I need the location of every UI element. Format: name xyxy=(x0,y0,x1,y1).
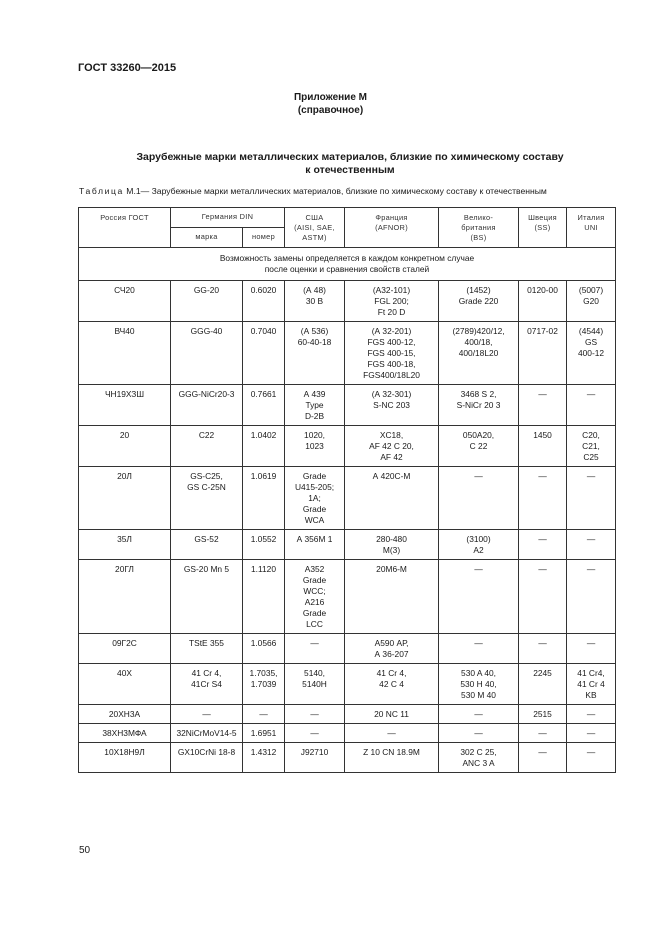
cell-line: А 36-207 xyxy=(374,649,409,659)
cell-line: — xyxy=(474,564,483,574)
caption-text: — Зарубежные марки металлических материалов, близкие по химическому составу к отечественным xyxy=(140,186,547,196)
cell-line: GS xyxy=(584,337,598,347)
cell-line: — xyxy=(474,728,483,738)
cell-italy xyxy=(567,426,616,467)
cell-usa xyxy=(285,426,345,467)
cell-line: J92710 xyxy=(300,747,329,757)
cell-uk xyxy=(439,322,519,385)
cell-line: — xyxy=(538,564,547,574)
caption-label: Таблица xyxy=(79,186,124,196)
cell-line: LCC xyxy=(306,619,323,629)
cell-france xyxy=(345,560,439,634)
cell-sweden xyxy=(519,664,567,705)
cell-line: 41 Cr 4 xyxy=(577,679,605,689)
table-row xyxy=(79,560,616,634)
cell-line: AF 42 xyxy=(380,452,403,462)
cell-germany-grade: — xyxy=(171,705,243,724)
cell-line: — xyxy=(586,728,596,738)
cell-russia: ВЧ40 xyxy=(79,322,171,385)
cell-line: (5007) xyxy=(578,285,604,295)
cell-line: 1020, xyxy=(304,430,325,440)
table-row xyxy=(79,724,616,743)
cell-line: 41 Cr 4, xyxy=(376,668,407,678)
cell-usa xyxy=(285,634,345,664)
cell-line: Grade xyxy=(302,608,327,618)
cell-line: 60-40-18 xyxy=(297,337,332,347)
cell-usa xyxy=(285,385,345,426)
cell-line: — xyxy=(474,709,483,719)
cell-line: A216 xyxy=(304,597,325,607)
col-header-germany-grade: марка xyxy=(171,228,243,248)
cell-line: 41 Cr 4, xyxy=(191,668,222,678)
table-row xyxy=(79,743,616,773)
cell-usa xyxy=(285,664,345,705)
cell-russia: 38ХН3МФА xyxy=(79,724,171,743)
cell-sweden xyxy=(519,560,567,634)
cell-russia: 20ХН3А xyxy=(79,705,171,724)
header-line: ASTM) xyxy=(302,233,327,242)
cell-line: FGL 200; xyxy=(374,296,409,306)
cell-germany-number: 1.0552 xyxy=(243,530,285,560)
cell-italy xyxy=(567,743,616,773)
cell-line: S-NC 203 xyxy=(373,400,410,410)
cell-usa xyxy=(285,560,345,634)
cell-germany-grade xyxy=(171,467,243,530)
cell-russia: ЧН19ХЗШ xyxy=(79,385,171,426)
cell-line: — xyxy=(586,709,596,719)
cell-uk xyxy=(439,467,519,530)
cell-france xyxy=(345,705,439,724)
cell-line: 1.7035, xyxy=(249,668,278,678)
cell-line: — xyxy=(538,471,547,481)
cell-italy xyxy=(567,530,616,560)
cell-russia: 20Л xyxy=(79,467,171,530)
cell-line: 2245 xyxy=(533,668,552,678)
cell-usa xyxy=(285,322,345,385)
cell-line: Grade xyxy=(302,504,327,514)
cell-germany-number: 1.0566 xyxy=(243,634,285,664)
cell-line: А 439 xyxy=(303,389,326,399)
cell-line: — xyxy=(538,747,547,757)
header-line: британия xyxy=(461,223,496,232)
cell-line: 41 Cr4, xyxy=(577,668,605,678)
cell-russia: 35Л xyxy=(79,530,171,560)
cell-line: 20М6-М xyxy=(376,564,407,574)
cell-italy xyxy=(567,705,616,724)
cell-line: FGS 400-18, xyxy=(367,359,416,369)
grades-table xyxy=(78,207,616,773)
header-line: (SS) xyxy=(534,223,551,232)
cell-sweden xyxy=(519,634,567,664)
cell-line: — xyxy=(310,638,319,648)
col-header-germany-number: номер xyxy=(243,228,285,248)
cell-line: (А 536) xyxy=(300,326,329,336)
section-title-line: Зарубежные марки металлических материалов, близкие по химическому составу xyxy=(136,151,564,163)
cell-line: 280-480 xyxy=(376,534,407,544)
cell-germany-number: 1.0402 xyxy=(243,426,285,467)
header-line: Франция xyxy=(375,213,408,222)
cell-italy xyxy=(567,634,616,664)
cell-line: C25 xyxy=(583,452,599,462)
section-title xyxy=(80,151,620,177)
cell-uk xyxy=(439,426,519,467)
cell-italy xyxy=(567,560,616,634)
cell-uk xyxy=(439,724,519,743)
cell-germany-number: 0.7661 xyxy=(243,385,285,426)
table-caption xyxy=(79,186,547,196)
cell-line: FGS 400-15, xyxy=(367,348,416,358)
cell-uk xyxy=(439,743,519,773)
cell-line: WCC; xyxy=(303,586,326,596)
replacement-note xyxy=(79,248,616,281)
cell-line: 5140H xyxy=(302,679,327,689)
col-header-uk xyxy=(439,208,519,248)
cell-line: — xyxy=(538,534,547,544)
table-row xyxy=(79,281,616,322)
cell-italy xyxy=(567,664,616,705)
page-number: 50 xyxy=(79,845,91,856)
cell-line: 302 C 25, xyxy=(460,747,497,757)
cell-line: — xyxy=(586,534,596,544)
col-header-russia: Россия ГОСТ xyxy=(79,208,171,248)
cell-sweden xyxy=(519,426,567,467)
cell-france xyxy=(345,322,439,385)
cell-line: — xyxy=(310,728,319,738)
col-header-sweden xyxy=(519,208,567,248)
annex-title: Приложение М xyxy=(293,92,368,103)
cell-france xyxy=(345,426,439,467)
cell-line: А2 xyxy=(473,545,484,555)
cell-line: FGS 400-12, xyxy=(367,337,416,347)
cell-line: AF 42 C 20, xyxy=(369,441,414,451)
cell-line: GS C-25N xyxy=(187,482,226,492)
cell-line: 530 H 40, xyxy=(460,679,497,689)
cell-usa xyxy=(285,530,345,560)
cell-france xyxy=(345,467,439,530)
cell-line: 0120-00 xyxy=(527,285,558,295)
cell-line: C21, xyxy=(582,441,600,451)
cell-usa xyxy=(285,724,345,743)
table-row xyxy=(79,385,616,426)
cell-russia: 40Х xyxy=(79,664,171,705)
cell-line: 20 NC 11 xyxy=(374,709,409,719)
cell-france xyxy=(345,530,439,560)
cell-line: (3100) xyxy=(466,534,491,544)
cell-line: 3468 S 2, xyxy=(460,389,497,399)
cell-line: XC18, xyxy=(379,430,404,440)
cell-line: Type xyxy=(305,400,324,410)
cell-line: FGS400/18L20 xyxy=(363,370,420,380)
cell-sweden xyxy=(519,705,567,724)
table-row xyxy=(79,467,616,530)
note-line: Возможность замены определяется в каждом конкретном случае xyxy=(219,253,475,263)
cell-france xyxy=(345,385,439,426)
cell-france xyxy=(345,743,439,773)
cell-italy xyxy=(567,322,616,385)
document-code: ГОСТ 33260—2015 xyxy=(78,62,177,74)
cell-russia: СЧ20 xyxy=(79,281,171,322)
cell-line: 400/18, xyxy=(464,337,493,347)
cell-italy xyxy=(567,467,616,530)
cell-line: 1450 xyxy=(533,430,552,440)
cell-line: — xyxy=(586,747,596,757)
cell-line: М(3) xyxy=(382,545,401,555)
cell-line: 42 C 4 xyxy=(379,679,404,689)
cell-line: GS-C25, xyxy=(190,471,223,481)
cell-usa xyxy=(285,705,345,724)
cell-germany-grade: GG-20 xyxy=(171,281,243,322)
cell-line: G20 xyxy=(583,296,599,306)
cell-uk xyxy=(439,560,519,634)
annex-type: (справочное) xyxy=(297,105,364,116)
cell-sweden xyxy=(519,385,567,426)
cell-line: — xyxy=(586,638,596,648)
header-line: Швеция xyxy=(528,213,557,222)
cell-russia: 20ГЛ xyxy=(79,560,171,634)
cell-line: Grade xyxy=(302,575,327,585)
cell-line: 1A; xyxy=(308,493,321,503)
cell-italy xyxy=(567,385,616,426)
section-title-line: к отечественным xyxy=(305,164,395,176)
cell-usa xyxy=(285,467,345,530)
cell-russia: 09Г2С xyxy=(79,634,171,664)
cell-france xyxy=(345,634,439,664)
cell-line: 2515 xyxy=(533,709,552,719)
cell-line: Z 10 CN 18.9M xyxy=(363,747,420,757)
cell-line: А 420С-М xyxy=(372,471,411,481)
cell-italy xyxy=(567,281,616,322)
cell-line: — xyxy=(586,564,596,574)
cell-line: 5140, xyxy=(304,668,325,678)
header-line: (BS) xyxy=(470,233,487,242)
cell-germany-number: 1.4312 xyxy=(243,743,285,773)
cell-line: — xyxy=(586,471,596,481)
col-header-usa xyxy=(285,208,345,248)
table-row xyxy=(79,530,616,560)
cell-line: ANC 3 A xyxy=(462,758,495,768)
cell-line: WCA xyxy=(304,515,325,525)
cell-line: C20, xyxy=(582,430,600,440)
table-body xyxy=(79,248,616,773)
cell-germany-grade: TStE 355 xyxy=(171,634,243,664)
cell-line: (1452) xyxy=(466,285,491,295)
table-row xyxy=(79,634,616,664)
cell-germany-grade: GX10CrNi 18-8 xyxy=(171,743,243,773)
header-line: (AFNOR) xyxy=(375,223,408,232)
cell-sweden xyxy=(519,724,567,743)
table-row xyxy=(79,664,616,705)
cell-line: (2789)420/12, xyxy=(452,326,505,336)
cell-germany-grade: C22 xyxy=(171,426,243,467)
cell-line: 41Cr S4 xyxy=(191,679,222,689)
cell-france xyxy=(345,664,439,705)
cell-sweden xyxy=(519,467,567,530)
cell-sweden xyxy=(519,281,567,322)
table-row xyxy=(79,705,616,724)
cell-germany-grade: GGG-40 xyxy=(171,322,243,385)
cell-line: 400-12 xyxy=(577,348,605,358)
header-line: (AISI, SAE, xyxy=(294,223,335,232)
cell-line: 30 В xyxy=(305,296,324,306)
caption-number: М.1 xyxy=(126,186,141,196)
header-line: UNI xyxy=(584,223,598,232)
cell-france xyxy=(345,724,439,743)
cell-line: Ft 20 D xyxy=(377,307,406,317)
cell-line: 0717-02 xyxy=(527,326,558,336)
cell-line: — xyxy=(538,389,547,399)
cell-line: — xyxy=(387,728,396,738)
col-header-germany: Германия DIN xyxy=(171,208,285,228)
cell-line: — xyxy=(474,471,483,481)
cell-line: 530 A 40, xyxy=(461,668,496,678)
cell-line: D-2B xyxy=(304,411,325,421)
header-line: США xyxy=(305,213,324,222)
cell-line: 1023 xyxy=(305,441,324,451)
cell-germany-grade: 32NiCrMoV14-5 xyxy=(171,724,243,743)
cell-italy xyxy=(567,724,616,743)
header-line: Велико- xyxy=(463,213,494,222)
cell-line: S-NiCr 20 3 xyxy=(456,400,501,410)
cell-line: (А 32-301) xyxy=(371,389,412,399)
cell-line: — xyxy=(538,638,547,648)
cell-line: А 356М 1 xyxy=(296,534,333,544)
cell-line: — xyxy=(474,638,483,648)
cell-russia: 20 xyxy=(79,426,171,467)
cell-uk xyxy=(439,664,519,705)
cell-line: (А32-101) xyxy=(372,285,411,295)
cell-germany-number: 1.1120 xyxy=(243,560,285,634)
cell-germany-number: 1.6951 xyxy=(243,724,285,743)
cell-line: 530 M 40 xyxy=(461,690,496,700)
cell-germany-number: 0.6020 xyxy=(243,281,285,322)
header-line: Италия xyxy=(577,213,605,222)
cell-germany-grade xyxy=(171,664,243,705)
cell-russia: 10Х18Н9Л xyxy=(79,743,171,773)
cell-uk xyxy=(439,281,519,322)
col-header-france xyxy=(345,208,439,248)
cell-line: U415-205; xyxy=(294,482,335,492)
cell-line: — xyxy=(310,709,319,719)
cell-germany-number: 1.0619 xyxy=(243,467,285,530)
cell-germany-number: — xyxy=(243,705,285,724)
cell-line: А590 АР, xyxy=(374,638,409,648)
cell-sweden xyxy=(519,743,567,773)
cell-germany-number xyxy=(243,664,285,705)
cell-uk xyxy=(439,634,519,664)
cell-germany-number: 0.7040 xyxy=(243,322,285,385)
cell-usa xyxy=(285,743,345,773)
cell-germany-grade: GS-52 xyxy=(171,530,243,560)
cell-sweden xyxy=(519,322,567,385)
cell-france xyxy=(345,281,439,322)
cell-line: — xyxy=(586,389,596,399)
cell-germany-grade: GGG-NiCr20-3 xyxy=(171,385,243,426)
cell-germany-grade: GS-20 Mn 5 xyxy=(171,560,243,634)
cell-line: — xyxy=(538,728,547,738)
cell-line: C 22 xyxy=(469,441,488,451)
cell-usa xyxy=(285,281,345,322)
cell-uk xyxy=(439,530,519,560)
cell-line: 050A20, xyxy=(462,430,495,440)
cell-line: Grade xyxy=(302,471,327,481)
cell-line: 400/18L20 xyxy=(458,348,499,358)
cell-line: 1.7039 xyxy=(250,679,277,689)
cell-line: (4544) xyxy=(578,326,604,336)
table-row xyxy=(79,426,616,467)
cell-line: (А 48) xyxy=(303,285,326,295)
col-header-italy xyxy=(567,208,616,248)
cell-uk xyxy=(439,385,519,426)
note-line: после оценки и сравнения свойств сталей xyxy=(264,264,430,274)
cell-line: (А 32-201) xyxy=(371,326,412,336)
table-row xyxy=(79,322,616,385)
cell-line: А352 xyxy=(304,564,325,574)
cell-sweden xyxy=(519,530,567,560)
cell-line: Grade 220 xyxy=(458,296,499,306)
cell-uk xyxy=(439,705,519,724)
cell-line: KB xyxy=(585,690,597,700)
